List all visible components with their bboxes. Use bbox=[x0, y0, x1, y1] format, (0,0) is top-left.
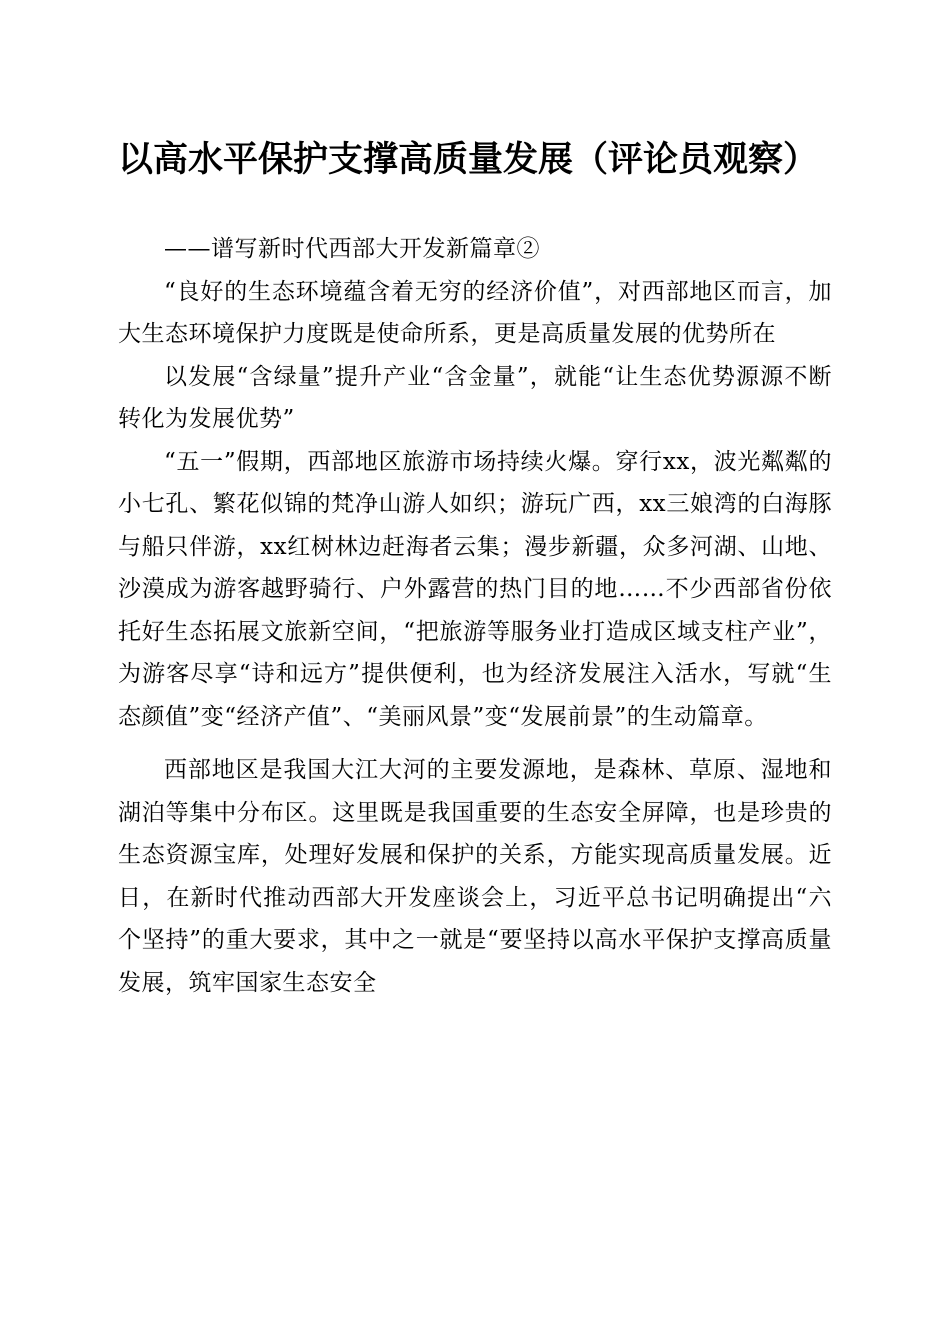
article-body bbox=[118, 228, 832, 1004]
paragraph: 西部地区是我国大江大河的主要发源地，是森林、草原、湿地和湖泊等集中分布区。这里既是我国重要的生态安全屏障，也是珍贵的生态资源宝库，处理好发展和保护的关系，方能实现高质量发展。近日，在新时代推动西部大开发座谈会上，习近平总书记明确提出“六个坚持”的重大要求，其中之一就是“要坚持以高水平保护支撑高质量发展，筑牢国家生态安全 bbox=[118, 757, 832, 996]
paragraph: “良好的生态环境蕴含着无穷的经济价值”，对西部地区而言，加大生态环境保护力度既是使命所系，更是高质量发展的优势所在 bbox=[118, 278, 832, 347]
paragraph: “五一”假期，西部地区旅游市场持续火爆。穿行xx，波光粼粼的小七孔、繁花似锦的梵净山游人如织；游玩广西，xx三娘湾的白海豚与船只伴游，xx红树林边赶海者云集；漫步新疆，众多河湖、山地、沙漠成为游客越野骑行、户外露营的热门目的地……不少西部省份依托好生态拓展文旅新空间，“把旅游等服务业打造成区域支柱产业”，为游客尽享“诗和远方”提供便利，也为经济发展注入活水，写就“生态颜值”变“经济产值”、“美丽风景”变“发展前景”的生动篇章。 bbox=[118, 448, 832, 730]
article-subtitle: ——谱写新时代西部大开发新篇章② bbox=[164, 236, 540, 262]
paragraph: 以发展“含绿量”提升产业“含金量”，就能“让生态优势源源不断转化为发展优势” bbox=[118, 363, 832, 432]
article-title: 以高水平保护支撑高质量发展（评论员观察） bbox=[118, 140, 819, 180]
